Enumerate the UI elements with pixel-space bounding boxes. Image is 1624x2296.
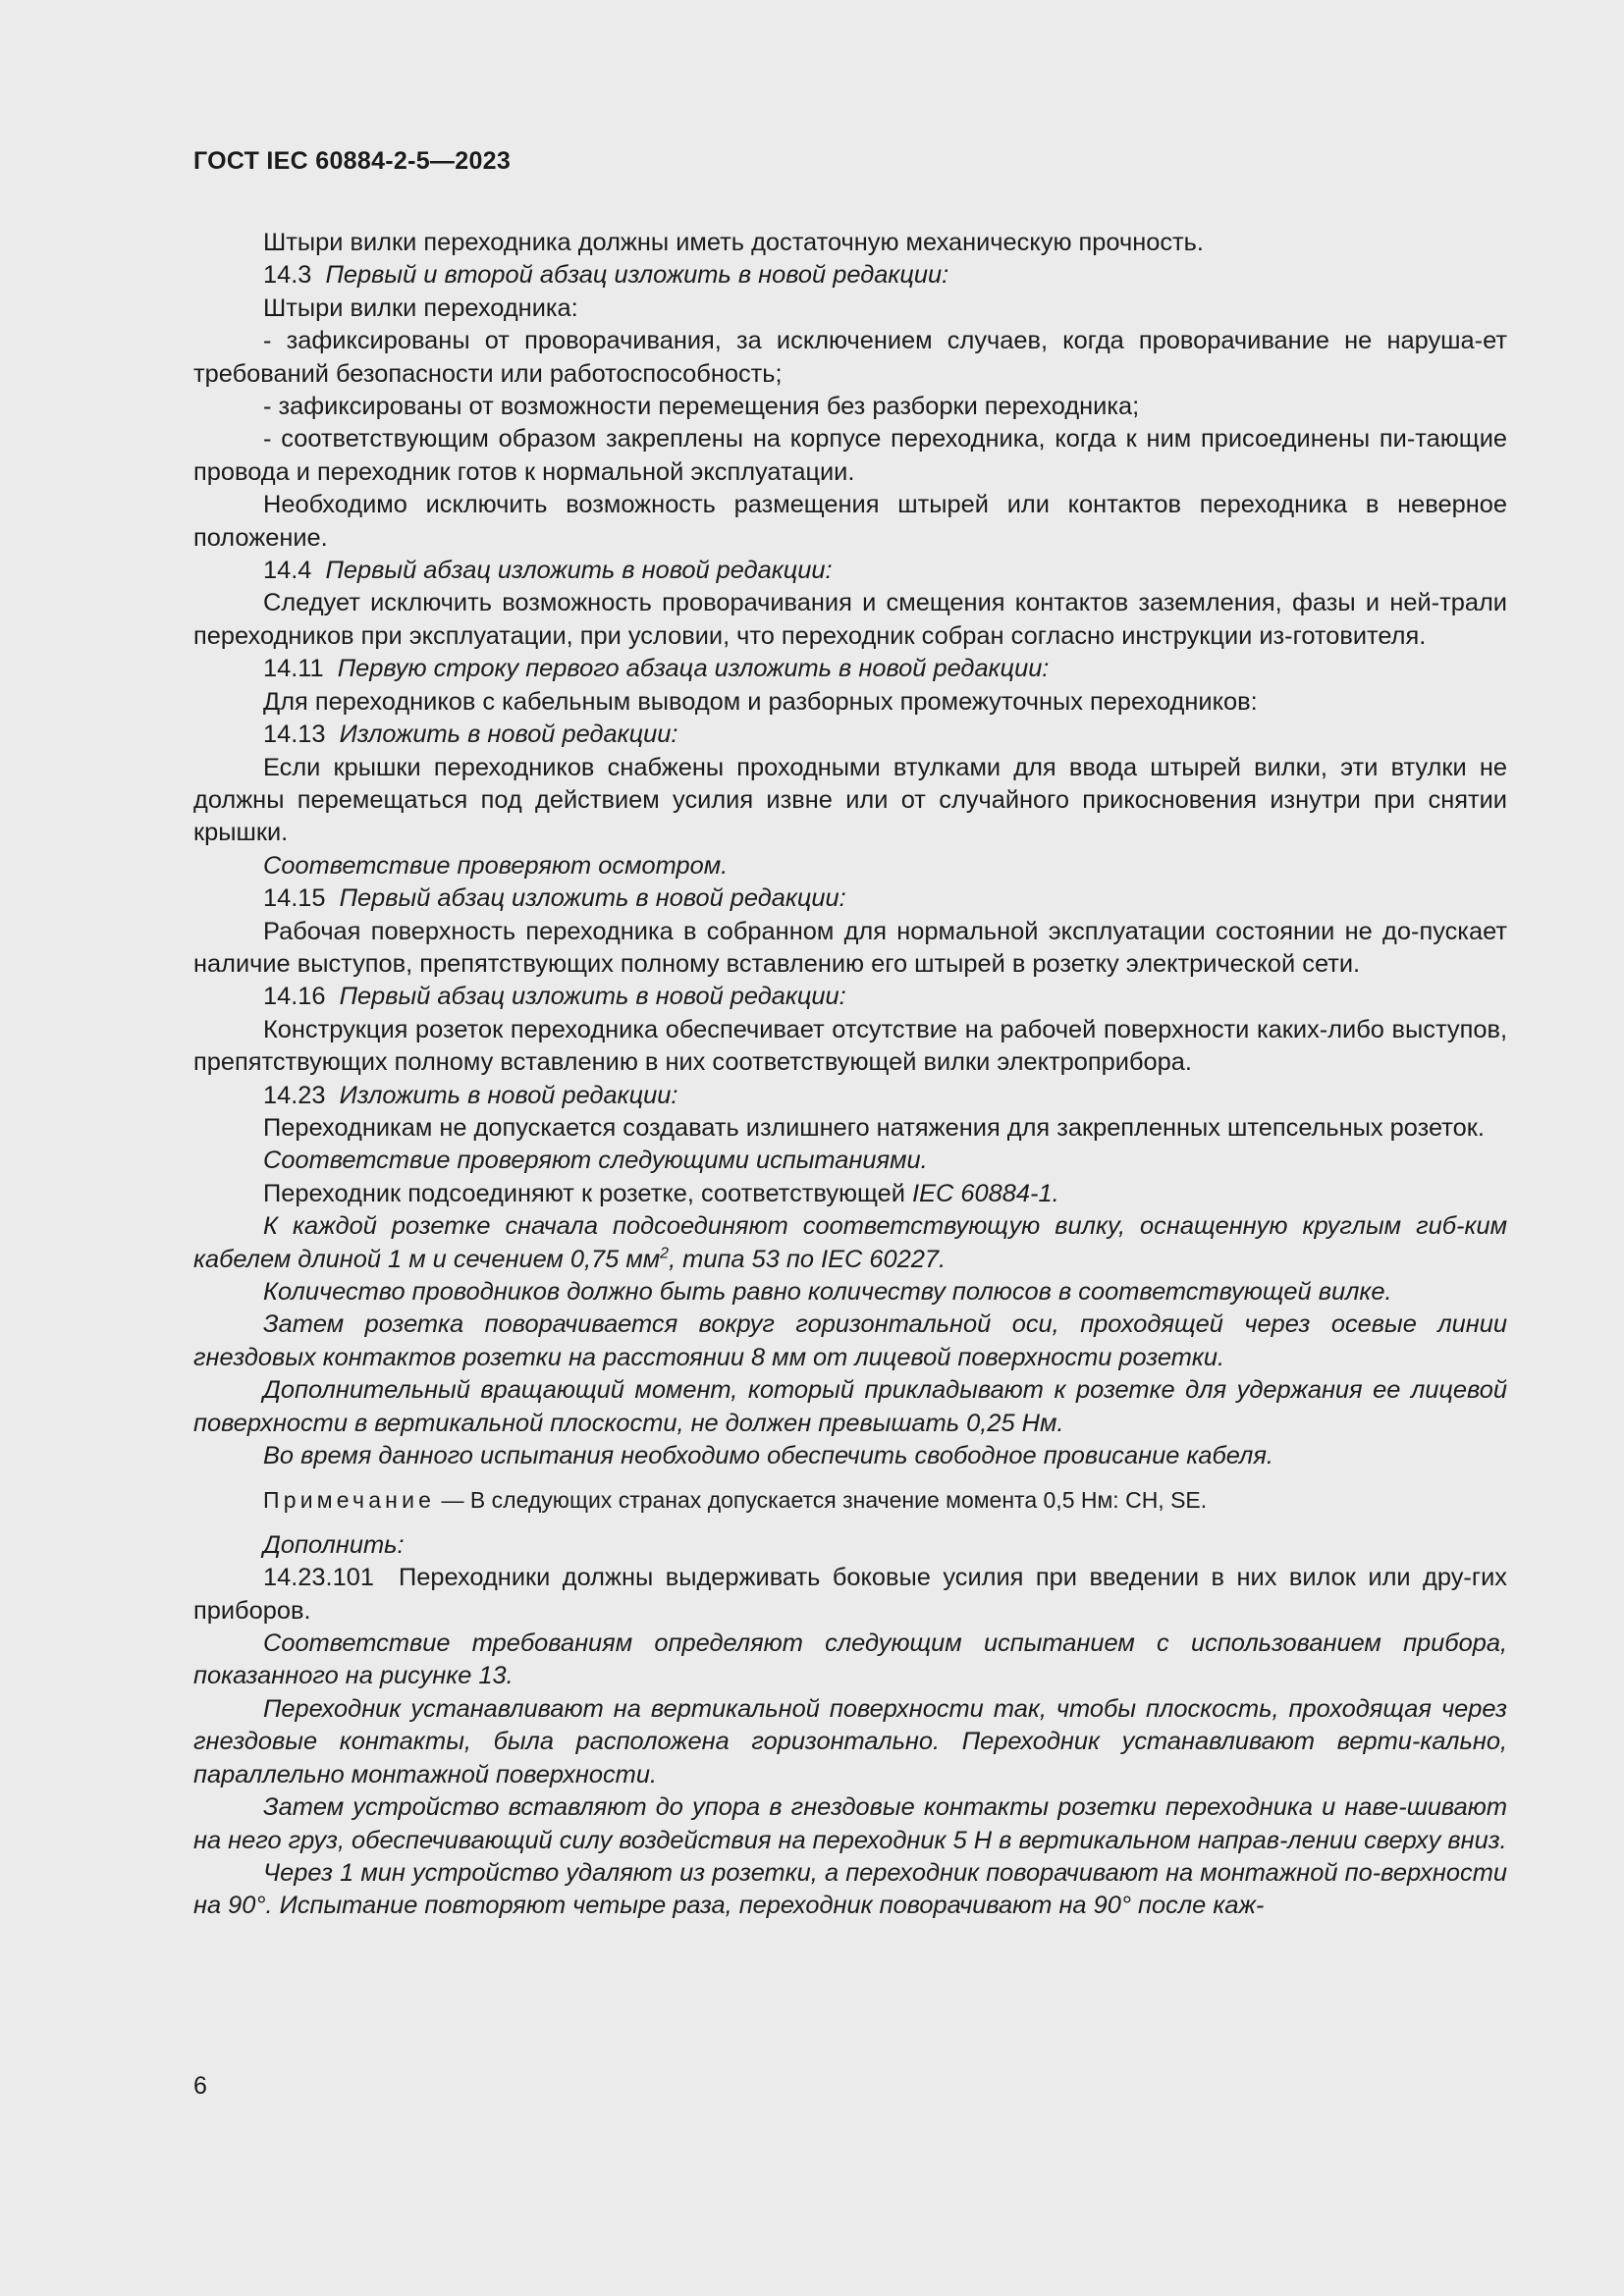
note-label: Примечание: [263, 1487, 436, 1514]
clause-number: 14.23.101: [263, 1564, 374, 1592]
text-run: , типа 53 по IEC 60227.: [669, 1245, 947, 1273]
compliance-statement: Соответствие требованиям определяют следующим испытанием с использованием прибора, показанного на рисунке 13.: [193, 1629, 1507, 1690]
clause-number: 14.15: [263, 884, 326, 913]
clause-instruction: Первый абзац изложить в новой редакции:: [339, 983, 846, 1011]
paragraph: Переходникам не допускается создавать излишнего натяжения для закрепленных штепсельных розеток.: [263, 1113, 1485, 1142]
paragraph: Штыри вилки переходника должны иметь достаточную механическую прочность.: [263, 229, 1204, 256]
paragraph: Если крышки переходников снабжены проходными втулками для ввода штырей вилки, эти втулки не должны перемещаться под действием усилия извне или от случайного прикосновения изнутри при снятии крышки.: [193, 753, 1507, 847]
document-body: [193, 227, 1507, 1923]
test-procedure: Количество проводников должно быть равно количеству полюсов в соответствующей вилке.: [263, 1278, 1392, 1306]
list-item: - соответствующим образом закреплены на корпусе переходника, когда к ним присоединены пи-тающие провода и переходник готов к нормальной эксплуатации.: [193, 425, 1507, 486]
test-procedure: Дополнительный вращающий момент, который прикладывают к розетке для удержания ее лицевой поверхности в вертикальной плоскости, не должен превышать 0,25 Нм.: [193, 1376, 1507, 1437]
clause-heading-14-4: [193, 555, 1507, 587]
paragraph: Следует исключить возможность проворачивания и смещения контактов заземления, фазы и ней-трали переходников при эксплуатации, при условии, что переходник собран согласно инструкции из-готовителя.: [193, 589, 1507, 650]
superscript: 2: [660, 1245, 670, 1262]
standard-reference: IEC 60884-1.: [912, 1179, 1059, 1207]
paragraph: Необходимо исключить возможность размещения штырей или контактов переходника в неверное положение.: [193, 491, 1507, 552]
list-item: - зафиксированы от проворачивания, за исключением случаев, когда проворачивание не наруша-ет требований безопасности или работоспособность;: [193, 327, 1507, 388]
clause-heading-14-15: [193, 882, 1507, 915]
paragraph: [193, 1178, 1507, 1210]
test-procedure: Переходник устанавливают на вертикальной поверхности так, чтобы плоскость, проходящая через гнездовые контакты, была расположена горизонтально. Переходник устанавливают верти-кально, параллельно монтажной поверхности.: [193, 1694, 1507, 1789]
clause-number: 14.4: [263, 557, 312, 585]
clause-instruction: Первый абзац изложить в новой редакции:: [339, 884, 846, 913]
clause-instruction: Изложить в новой редакции:: [339, 1081, 678, 1109]
text-run: Переходник подсоединяют к розетке, соответствующей: [263, 1179, 913, 1207]
clause-number: 14.16: [263, 983, 326, 1011]
text-run: К каждой розетке сначала подсоединяют соответствующую вилку, оснащенную круглым гиб-ким кабелем длиной 1 м и сечением 0,75 мм: [193, 1212, 1507, 1273]
test-procedure: [193, 1210, 1507, 1276]
clause-number: 14.13: [263, 721, 326, 749]
page-number: 6: [193, 2072, 207, 2100]
test-procedure: Через 1 мин устройство удаляют из розетки, а переходник поворачивают на монтажной по-верхности на 90°. Испытание повторяют четыре раза, переходник поворачивают на 90° после каж-: [193, 1858, 1507, 1920]
clause-number: 14.3: [263, 261, 312, 290]
amendment-instruction: Дополнить:: [263, 1530, 405, 1559]
note-text: — В следующих странах допускается значение момента 0,5 Нм: CH, SE.: [435, 1487, 1208, 1514]
clause-heading-14-13: [193, 719, 1507, 751]
clause-text: Переходники должны выдерживать боковые усилия при введении в них вилок или дру-гих приборов.: [193, 1564, 1508, 1625]
clause-heading-14-16: [193, 981, 1507, 1013]
clause-heading-14-11: [193, 653, 1507, 685]
paragraph: Для переходников с кабельным выводом и разборных промежуточных переходников:: [263, 687, 1258, 716]
clause-heading-14-23: [193, 1080, 1507, 1112]
list-item: - зафиксированы от возможности перемещения без разборки переходника;: [263, 393, 1140, 421]
paragraph: Конструкция розеток переходника обеспечивает отсутствие на рабочей поверхности каких-либо выступов, препятствующих полному вставлению в них соответствующей вилки электроприбора.: [193, 1015, 1507, 1077]
clause-14-23-101: [193, 1562, 1507, 1628]
compliance-statement: Соответствие проверяют осмотром.: [263, 851, 729, 880]
paragraph: Рабочая поверхность переходника в собранном для нормальной эксплуатации состоянии не до-пускает наличие выступов, препятствующих полному вставлению его штырей в розетку электрической сети.: [193, 917, 1507, 978]
test-procedure: Затем устройство вставляют до упора в гнездовые контакты розетки переходника и наве-шивают на него груз, обеспечивающий силу воздействия на переходник 5 Н в вертикальном направ-лении сверху вниз.: [193, 1793, 1507, 1854]
clause-number: 14.11: [263, 655, 324, 683]
paragraph: Штыри вилки переходника:: [263, 294, 578, 322]
test-procedure: Во время данного испытания необходимо обеспечить свободное провисание кабеля.: [263, 1442, 1273, 1470]
clause-number: 14.23: [263, 1081, 326, 1109]
compliance-statement: Соответствие проверяют следующими испытаниями.: [263, 1147, 928, 1175]
clause-instruction: Первый абзац изложить в новой редакции:: [325, 557, 833, 585]
clause-instruction: Первый и второй абзац изложить в новой редакции:: [325, 261, 949, 290]
note: [193, 1484, 1507, 1517]
document-code-header: ГОСТ IEC 60884-2-5—2023: [193, 147, 512, 175]
test-procedure: Затем розетка поворачивается вокруг горизонтальной оси, проходящей через осевые линии гнездовых контактов розетки на расстоянии 8 мм от лицевой поверхности розетки.: [193, 1310, 1507, 1371]
clause-instruction: Первую строку первого абзаца изложить в новой редакции:: [337, 655, 1050, 683]
clause-instruction: Изложить в новой редакции:: [339, 721, 678, 749]
clause-heading-14-3: [193, 259, 1507, 292]
